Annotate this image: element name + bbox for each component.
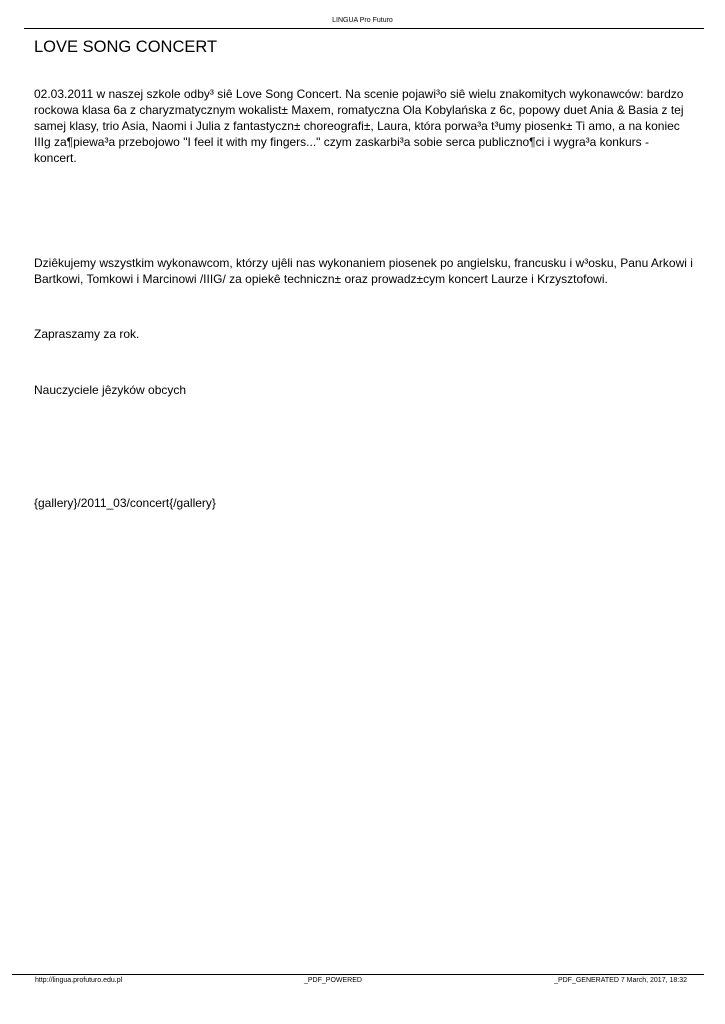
footer-divider bbox=[12, 974, 704, 975]
footer-generated: _PDF_GENERATED 7 March, 2017, 18:32 bbox=[554, 977, 687, 984]
article-paragraph-concert: 02.03.2011 w naszej szkole odby³ siê Love Song Concert. Na scenie pojawi³o siê wielu znakomitych wykonawców: bardzo rockowa klasa 6a z charyzmatycznym wokalist± Maxem, romatyczna Ola Kobylańska z 6c, popowy duet Ania & Basia z tej samej klasy, trio Asia, Naomi i Julia z fantastyczn± choreografi±, Laura, która porwa³a t³umy piosenk± Ti amo, a na koniec IIIg za¶piewa³a przebojowo "I feel it with my fingers..." czym zaskarbi³a sobie serca publiczno¶ci i wygra³a konkurs - koncert. bbox=[34, 87, 684, 165]
article-paragraph-invitation: Zapraszamy za rok. bbox=[34, 327, 140, 341]
running-header: LINGUA Pro Futuro bbox=[332, 17, 393, 24]
footer-powered: _PDF_POWERED bbox=[304, 977, 362, 984]
gallery-placeholder: {gallery}/2011_03/concert{/gallery} bbox=[34, 496, 216, 510]
article-paragraph-thanks: Dziêkujemy wszystkim wykonawcom, którzy ujêli nas wykonaniem piosenek po angielsku, francusku i w³osku, Panu Arkowi i Bartkowi, Tomkowi i Marcinowi /IIIG/ za opiekê techniczn± oraz prowadz±cym koncert Laurze i Krzysztofowi. bbox=[34, 256, 693, 286]
footer-url: http://lingua.profuturo.edu.pl bbox=[35, 977, 123, 984]
article-title: LOVE SONG CONCERT bbox=[34, 38, 218, 56]
header-divider bbox=[24, 28, 704, 29]
article-signature: Nauczyciele jêzyków obcych bbox=[34, 383, 187, 397]
